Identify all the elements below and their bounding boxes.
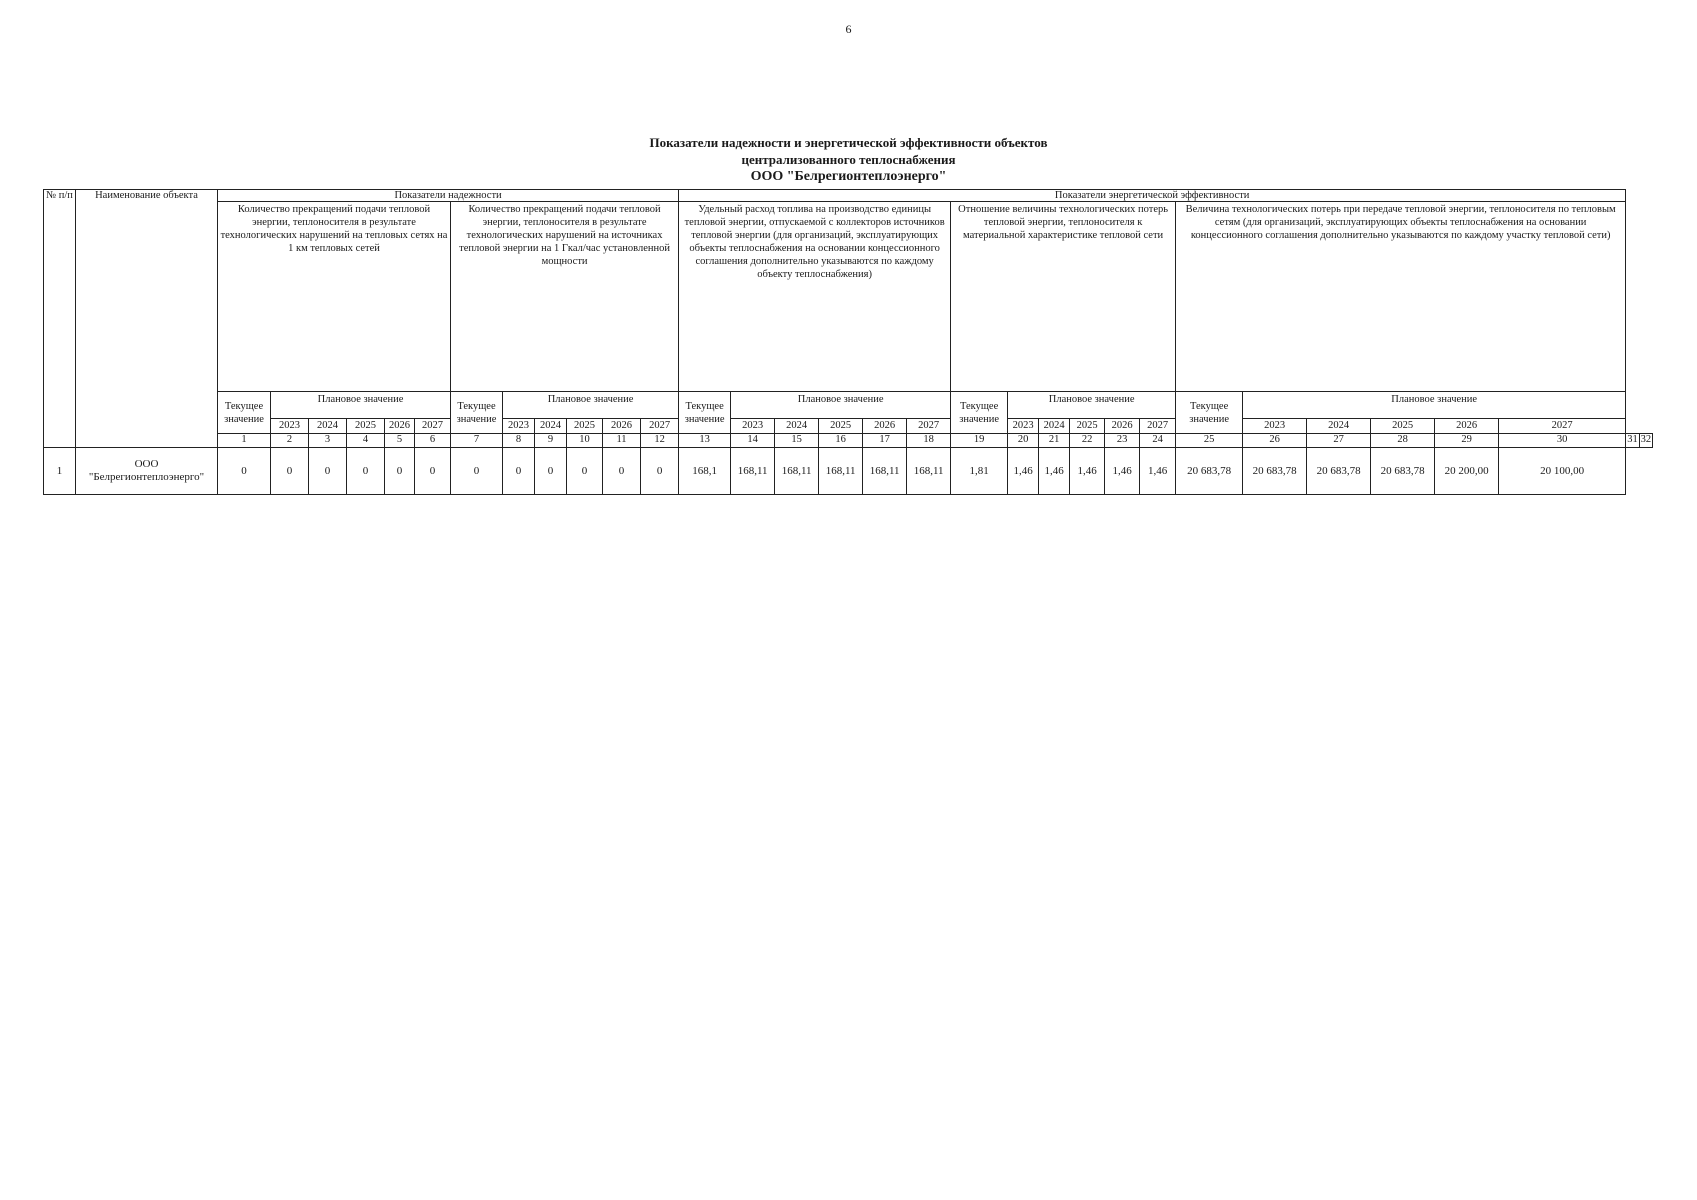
col-number: 24 bbox=[1140, 434, 1176, 448]
year-header: 2026 bbox=[863, 419, 907, 434]
col-number: 29 bbox=[1435, 434, 1499, 448]
indicators-table bbox=[43, 189, 1653, 495]
table-cell: 0 bbox=[309, 448, 347, 495]
col-number: 32 bbox=[1639, 434, 1652, 448]
year-header: 2024 bbox=[1307, 419, 1371, 434]
col-number: 15 bbox=[775, 434, 819, 448]
year-header: 2027 bbox=[415, 419, 451, 434]
col-num-header: № п/п bbox=[44, 190, 76, 448]
table-cell: 20 683,78 bbox=[1307, 448, 1371, 495]
year-header: 2024 bbox=[1039, 419, 1070, 434]
planned-value-header: Плановое значение bbox=[1008, 392, 1176, 419]
year-header: 2024 bbox=[775, 419, 819, 434]
year-header: 2024 bbox=[309, 419, 347, 434]
year-header: 2024 bbox=[535, 419, 567, 434]
table-cell: 1,46 bbox=[1070, 448, 1105, 495]
group-reliability-header: Показатели надежности bbox=[218, 190, 679, 202]
table-cell: 1,46 bbox=[1008, 448, 1039, 495]
col-number: 4 bbox=[347, 434, 385, 448]
table-cell: 168,1 bbox=[679, 448, 731, 495]
group-efficiency-header: Показатели энергетической эффективности bbox=[679, 190, 1626, 202]
col-number: 20 bbox=[1008, 434, 1039, 448]
year-header: 2023 bbox=[731, 419, 775, 434]
table-cell: 20 683,78 bbox=[1243, 448, 1307, 495]
col-number: 5 bbox=[385, 434, 415, 448]
page-number: 6 bbox=[845, 22, 852, 36]
year-header: 2026 bbox=[1105, 419, 1140, 434]
col-number: 28 bbox=[1371, 434, 1435, 448]
col-number: 21 bbox=[1039, 434, 1070, 448]
indicator-4-header: Отношение величины технологических потерь тепловой энергии, теплоносителя к материальной характеристике тепловой сети bbox=[951, 202, 1176, 392]
year-header: 2026 bbox=[603, 419, 641, 434]
col-number: 27 bbox=[1307, 434, 1371, 448]
table-cell: 1,81 bbox=[951, 448, 1008, 495]
col-number: 25 bbox=[1176, 434, 1243, 448]
table-cell: 0 bbox=[567, 448, 603, 495]
indicator-3-header: Удельный расход топлива на производство единицы тепловой энергии, отпускаемой с коллекторов источников тепловой энергии (для организаций, эксплуатирующих объекты теплоснабжения на основании концессионного соглашения дополнительно указываются по каждому объекту теплоснабжения) bbox=[679, 202, 951, 392]
table-cell: 0 bbox=[641, 448, 679, 495]
col-number: 1 bbox=[218, 434, 271, 448]
planned-value-header: Плановое значение bbox=[731, 392, 951, 419]
col-number: 14 bbox=[731, 434, 775, 448]
col-name-header: Наименование объекта bbox=[76, 190, 218, 448]
col-number: 19 bbox=[951, 434, 1008, 448]
table-cell: 168,11 bbox=[819, 448, 863, 495]
table-cell: 0 bbox=[385, 448, 415, 495]
col-number: 7 bbox=[451, 434, 503, 448]
table-cell: 20 100,00 bbox=[1499, 448, 1626, 495]
col-number: 9 bbox=[535, 434, 567, 448]
table-cell: 0 bbox=[271, 448, 309, 495]
title-line-3: ООО "Белрегионтеплоэнерго" bbox=[750, 169, 947, 184]
table-cell: 0 bbox=[415, 448, 451, 495]
table-cell: 1,46 bbox=[1105, 448, 1140, 495]
col-number: 22 bbox=[1070, 434, 1105, 448]
table-cell: 168,11 bbox=[863, 448, 907, 495]
row-object-name: ООО "Белрегионтеплоэнерго" bbox=[76, 448, 218, 495]
col-number: 26 bbox=[1243, 434, 1307, 448]
document-title bbox=[0, 134, 1697, 185]
title-line-2: централизованного теплоснабжения bbox=[741, 152, 956, 167]
table-cell: 0 bbox=[347, 448, 385, 495]
year-header: 2023 bbox=[271, 419, 309, 434]
year-header: 2025 bbox=[1070, 419, 1105, 434]
table-cell: 1,46 bbox=[1140, 448, 1176, 495]
col-number: 18 bbox=[907, 434, 951, 448]
row-number: 1 bbox=[44, 448, 76, 495]
table-cell: 20 683,78 bbox=[1176, 448, 1243, 495]
col-number: 2 bbox=[271, 434, 309, 448]
col-number: 10 bbox=[567, 434, 603, 448]
table-cell: 20 200,00 bbox=[1435, 448, 1499, 495]
year-header: 2023 bbox=[503, 419, 535, 434]
year-header: 2027 bbox=[1140, 419, 1176, 434]
col-number: 23 bbox=[1105, 434, 1140, 448]
col-number: 6 bbox=[415, 434, 451, 448]
table-cell: 168,11 bbox=[731, 448, 775, 495]
current-value-header: Текущее значение bbox=[218, 392, 271, 434]
current-value-header: Текущее значение bbox=[451, 392, 503, 434]
col-number: 17 bbox=[863, 434, 907, 448]
planned-value-header: Плановое значение bbox=[271, 392, 451, 419]
planned-value-header: Плановое значение bbox=[1243, 392, 1626, 419]
indicator-5-header: Величина технологических потерь при передаче тепловой энергии, теплоносителя по тепловым сетям (для организаций, эксплуатирующих объекты теплоснабжения на основании концессионного соглашения дополнительно указываются по каждому участку тепловой сети) bbox=[1176, 202, 1626, 392]
col-number: 11 bbox=[603, 434, 641, 448]
col-number: 8 bbox=[503, 434, 535, 448]
year-header: 2025 bbox=[347, 419, 385, 434]
col-number: 31 bbox=[1626, 434, 1639, 448]
col-number: 30 bbox=[1499, 434, 1626, 448]
table-cell: 0 bbox=[535, 448, 567, 495]
table-cell: 0 bbox=[451, 448, 503, 495]
current-value-header: Текущее значение bbox=[951, 392, 1008, 434]
col-number: 16 bbox=[819, 434, 863, 448]
year-header: 2027 bbox=[641, 419, 679, 434]
col-number: 3 bbox=[309, 434, 347, 448]
current-value-header: Текущее значение bbox=[679, 392, 731, 434]
col-number: 12 bbox=[641, 434, 679, 448]
table-row bbox=[44, 448, 1653, 495]
col-number: 13 bbox=[679, 434, 731, 448]
indicator-1-header: Количество прекращений подачи тепловой энергии, теплоносителя в результате технологических нарушений на тепловых сетях на 1 км тепловых сетей bbox=[218, 202, 451, 392]
planned-value-header: Плановое значение bbox=[503, 392, 679, 419]
table-cell: 0 bbox=[503, 448, 535, 495]
year-header: 2023 bbox=[1008, 419, 1039, 434]
year-header: 2023 bbox=[1243, 419, 1307, 434]
year-header: 2026 bbox=[385, 419, 415, 434]
table-cell: 168,11 bbox=[775, 448, 819, 495]
table-cell: 0 bbox=[603, 448, 641, 495]
title-line-1: Показатели надежности и энергетической эффективности объектов bbox=[649, 135, 1048, 150]
year-header: 2025 bbox=[1371, 419, 1435, 434]
table-cell: 1,46 bbox=[1039, 448, 1070, 495]
table-cell: 0 bbox=[218, 448, 271, 495]
year-header: 2027 bbox=[1499, 419, 1626, 434]
year-header: 2027 bbox=[907, 419, 951, 434]
table-cell: 168,11 bbox=[907, 448, 951, 495]
indicator-2-header: Количество прекращений подачи тепловой энергии, теплоносителя в результате технологических нарушений на источниках тепловой энергии на 1 Гкал/час установленной мощности bbox=[451, 202, 679, 392]
current-value-header: Текущее значение bbox=[1176, 392, 1243, 434]
table-cell: 20 683,78 bbox=[1371, 448, 1435, 495]
year-header: 2025 bbox=[567, 419, 603, 434]
year-header: 2026 bbox=[1435, 419, 1499, 434]
year-header: 2025 bbox=[819, 419, 863, 434]
